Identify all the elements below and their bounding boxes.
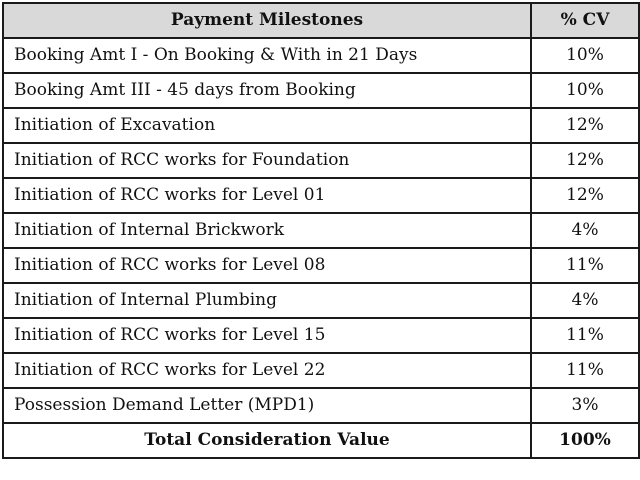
table-row xyxy=(3,38,639,73)
milestone-cell: Initiation of RCC works for Level 01 xyxy=(3,178,531,213)
milestone-cell: Booking Amt I - On Booking & With in 21 Days xyxy=(3,38,531,73)
table-row xyxy=(3,248,639,283)
cv-cell: 3% xyxy=(531,388,639,423)
header-payment-milestones: Payment Milestones xyxy=(3,3,531,38)
total-cv: 100% xyxy=(531,423,639,458)
milestone-cell: Initiation of RCC works for Level 15 xyxy=(3,318,531,353)
milestone-cell: Initiation of RCC works for Level 08 xyxy=(3,248,531,283)
table-row xyxy=(3,318,639,353)
milestone-cell: Possession Demand Letter (MPD1) xyxy=(3,388,531,423)
header-row xyxy=(3,3,639,38)
cv-cell: 4% xyxy=(531,213,639,248)
milestone-cell: Initiation of Internal Plumbing xyxy=(3,283,531,318)
table-row xyxy=(3,388,639,423)
payment-schedule-table xyxy=(2,2,640,459)
milestone-cell: Initiation of RCC works for Level 22 xyxy=(3,353,531,388)
cv-cell: 11% xyxy=(531,353,639,388)
table-row xyxy=(3,143,639,178)
milestone-cell: Initiation of Internal Brickwork xyxy=(3,213,531,248)
table-row xyxy=(3,73,639,108)
table-row xyxy=(3,353,639,388)
cv-cell: 12% xyxy=(531,178,639,213)
cv-cell: 4% xyxy=(531,283,639,318)
milestone-cell: Booking Amt III - 45 days from Booking xyxy=(3,73,531,108)
total-row xyxy=(3,423,639,458)
header-percent-cv: % CV xyxy=(531,3,639,38)
table-row xyxy=(3,283,639,318)
milestone-cell: Initiation of RCC works for Foundation xyxy=(3,143,531,178)
table-row xyxy=(3,178,639,213)
cv-cell: 11% xyxy=(531,318,639,353)
cv-cell: 12% xyxy=(531,143,639,178)
cv-cell: 11% xyxy=(531,248,639,283)
table-footer xyxy=(3,423,639,458)
table-row xyxy=(3,108,639,143)
cv-cell: 12% xyxy=(531,108,639,143)
cv-cell: 10% xyxy=(531,73,639,108)
table-body xyxy=(3,38,639,423)
total-label: Total Consideration Value xyxy=(3,423,531,458)
milestone-cell: Initiation of Excavation xyxy=(3,108,531,143)
table-row xyxy=(3,213,639,248)
cv-cell: 10% xyxy=(531,38,639,73)
table-header xyxy=(3,3,639,38)
